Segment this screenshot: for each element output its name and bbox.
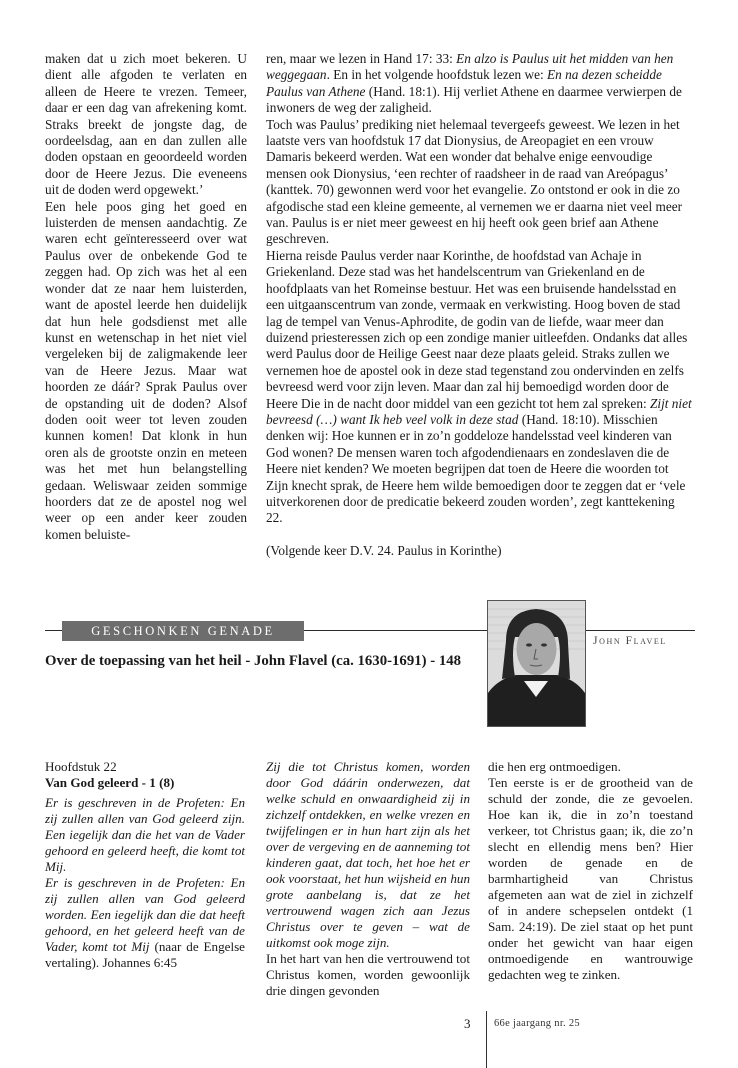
text-run: Er is geschreven in de Profeten: En zij zullen allen van God geleerd worden. Een iegelijk dan die dat heeft gehoord, en het geleerd heeft van de Vader, komt tot Mij xyxy=(45,875,245,954)
chapter-title: Van God geleerd - 1 (8) xyxy=(45,775,175,790)
text-run: (Hand. 18:10). Misschien denken wij: Hoe kunnen er in zo’n goddeloze handelsstad veel kinderen van God wonen? De mensen waren toch afgodendienaars en zondeslaven die de Heere niet kenden? We moeten begrijpen dat toen de Heere die woorden tot Zijn knecht sprak, de Heere hem wilde bemoedigen door te zeggen dat er ‘vele uitverkorenen door de predicatie bekeerd zouden worden’, zegt kanttekening 22. xyxy=(266,411,686,526)
text-run: ren, maar we lezen in Hand 17: 33: xyxy=(266,51,457,66)
section-label: GESCHONKEN GENADE xyxy=(62,621,304,641)
doctrine-statement: Zij die tot Christus komen, worden door God dáárin onderwezen, dat welke schuld en onwaardigheid zij in zichzelf ontdekken, en welke vrezen en twijfelingen er in hun hart zijn als het over de vergeving en de aanneming tot kinderen gaat, dat toch, het hoe het er ook voorstaat, het hun wijsheid en hun grote aanbelang is, dat ze het vertrouwend wagen zich aan Jezus Christus over te geven – wat de uitkomst ook moge zijn. xyxy=(266,759,470,950)
body-paragraph: die hen erg ontmoedigen. xyxy=(488,759,621,774)
article-paragraph: Toch was Paulus’ prediking niet helemaal tevergeefs geweest. We lezen in het laatste vers van hoofdstuk 17 dat Dionysius, de Areopagiet en een vrouw Damaris bekeerd werden. Wat een wonder dat behalve enige eenvoudige mensen ook Dionysius, ‘een rechter of raadsheer in de raad van Areópagus’ (kanttek. 70) gewonnen werd voor het evangelie. Zo ontstond er ook in die zo afgodische stad een kleine gemeente, al vernemen we er daarna niet veel meer van. Paulus is er niet meer geweest en hij heeft ook geen brief aan Athene geschreven. xyxy=(266,116,683,247)
scripture-quote xyxy=(45,875,245,971)
continuation-note: (Volgende keer D.V. 24. Paulus in Korinthe) xyxy=(266,542,502,558)
article-column-right xyxy=(266,51,692,559)
text-run: (naar de Engelse vertaling). Johannes 6:45 xyxy=(45,939,245,970)
scripture-quote: En na dezen scheidde Paulus van Athene xyxy=(266,67,662,99)
scripture-quote: En alzo is Paulus uit het midden van hen weggegaan xyxy=(266,51,674,83)
footer-divider xyxy=(486,1011,487,1068)
body-paragraph: In het hart van hen die vertrouwend tot Christus komen, worden gewoonlijk drie dingen gevonden xyxy=(266,951,470,998)
series-subtitle: Over de toepassing van het heil - John Flavel (ca. 1630-1691) - 148 xyxy=(45,653,462,669)
text-run: (Hand. 18:1). Hij verliet Athene en daarmee verwierpen de inwoners de weg der zaligheid. xyxy=(266,83,682,116)
scripture-quote: Er is geschreven in de Profeten: En zij zullen allen van God geleerd zijn. Een iegelijk dan die het van de Vader gehoord en geleerd heeft, die komt tot Mij. xyxy=(45,795,245,874)
body-paragraph: Ten eerste is er de grootheid van de schuld der zonde, die ze gevoelen. Hoe kan ik, die in zo’n toestand verkeer, tot Christus gaan; ik, die zo’n slecht en ellendig mens ben? Hier worden de genade en de barmhartigheid van Christus afgemeten aan wat de ziel in zichzelf of in andere schepselen ontdekt (1 Sam. 24:19). De ziel staat op het punt onder het gewicht van haar eigen ontmoedigende en wantrouwige gedachten weg te zinken. xyxy=(488,775,693,982)
issue-label: 66e jaargang nr. 25 xyxy=(494,1018,580,1029)
article-column-left xyxy=(45,51,247,543)
article-paragraph xyxy=(266,51,692,117)
author-tag: John Flavel xyxy=(593,635,667,647)
text-run: . En in het volgende hoofdstuk lezen we: xyxy=(326,67,548,83)
flavel-column-3 xyxy=(488,759,693,983)
article-paragraph xyxy=(266,248,692,527)
article-paragraph: maken dat u zich moet bekeren. U dient alle afgoden te verlaten en alleen de Heere te vrezen. Temeer, daar er een dag van afrekening komt. Straks breekt de jongste dag, de oordeelsdag, aan en dan zullen alle doden opstaan en geoordeeld worden door de Heere Jezus. Die eveneens uit de doden werd opgewekt.’ xyxy=(45,51,247,198)
portrait-icon xyxy=(488,601,585,726)
page-number: 3 xyxy=(464,1016,471,1031)
flavel-column-1 xyxy=(45,759,245,971)
text-run: Hierna reisde Paulus verder naar Korinthe, de hoofdstad van Achaje in Griekenland. Deze stad was het handelscentrum van Griekenland en de hoofdplaats van het Romeinse bestuur. Het was een bruisende handelsstad en een uitgaanscentrum van zonde, vermaak en verkwisting. Hoog boven de stad lag de tempel van Venus-Aphrodite, de godin van de liefde, waar meer dan duizend priesteressen zich op een zondige manier uitleefden. Ondanks dat alles werd Paulus door de Heilige Geest naar deze plaats geleid. Straks zullen we vernemen hoe de apostel ook in deze stad tegenstand zou ondervinden en zelfs bevreesd werd voor zijn leven. Maar dan zal hij bemoedigd worden door de Heere Die in de nacht door middel van een gezicht tot hem zal spreken: xyxy=(266,247,688,411)
scripture-quote: Zijt niet bevreesd (…) want Ik heb veel volk in deze stad xyxy=(266,395,692,427)
chapter-number: Hoofdstuk 22 xyxy=(45,759,117,774)
flavel-column-2 xyxy=(266,759,470,999)
article-paragraph: Een hele poos ging het goed en luisterden de mensen aandachtig. Ze waren echt geïnteresseerd over wat Paulus over de onbekende God te zeggen had. Op zich was het al een wonder dat ze naar hem luisterden, want de apostel leerde hen duidelijk dat hun hele godsdienst met alle kunst en wetenschap in het niet viel vergeleken bij de zaligmakende leer van de Heere Jezus. Maar wat hoorden ze dáár? Sprak Paulus over de opstanding uit de doden? Alsof doden ooit weer tot leven zouden kunnen komen! Dat klonk in hun oren als de grootste onzin en meteen was het met hun belangstelling gedaan. Weliswaar zeiden sommige hoorders dat ze de apostel nog wel weer op een ander keer zouden komen beluiste- xyxy=(45,198,247,542)
author-portrait xyxy=(487,600,586,727)
